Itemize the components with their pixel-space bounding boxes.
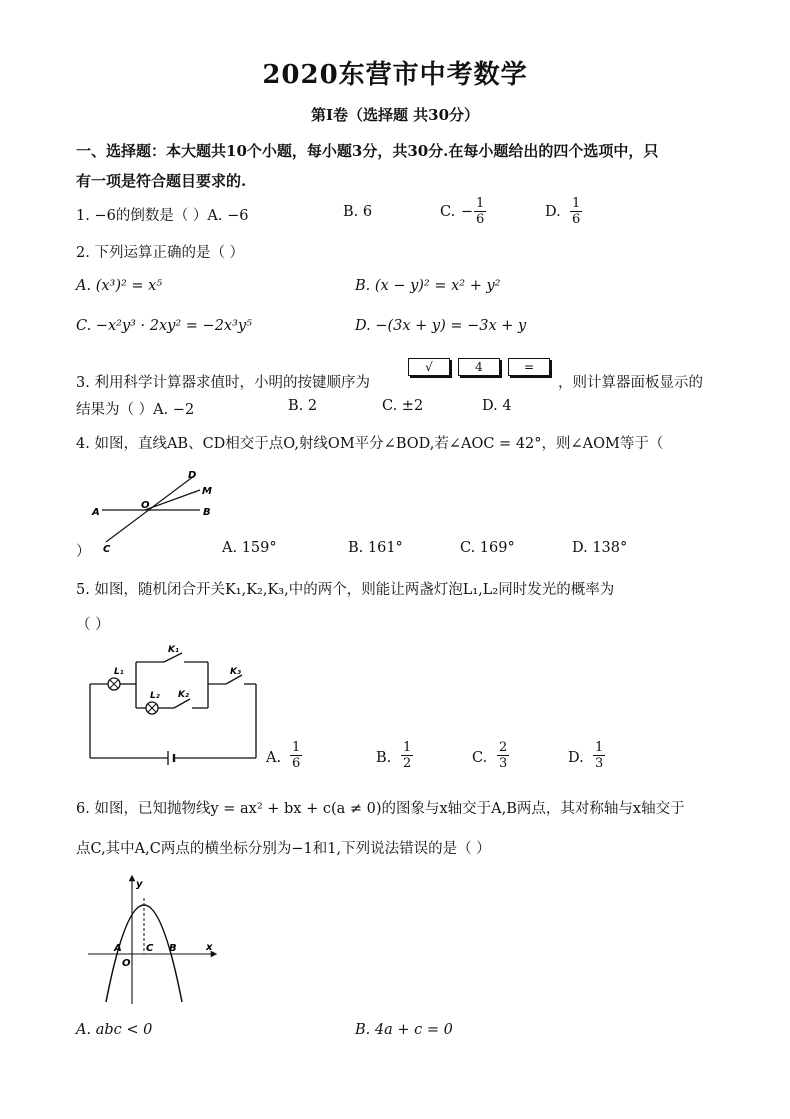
q4-option-d: D. 138° (572, 540, 628, 556)
section-instructions-line2: 有一项是符合题目要求的. (76, 172, 247, 190)
q1-option-d-fraction (570, 196, 582, 227)
label-b: B (169, 943, 177, 954)
label-b: B (203, 507, 211, 518)
q5-option-a-fraction (290, 740, 302, 771)
q1-d-denominator: 6 (572, 212, 581, 227)
sqrt-key-icon: √ (408, 358, 450, 376)
q5-b-numerator: 1 (403, 740, 412, 755)
ray-om (145, 490, 200, 510)
q1-c-numerator: 1 (476, 196, 485, 211)
q1-option-b: B. 6 (343, 204, 373, 220)
q5-d-denominator: 3 (595, 756, 604, 771)
q6-option-a: A. abc < 0 (76, 1022, 153, 1038)
q3-option-d: D. 4 (482, 398, 512, 414)
label-o: O (141, 500, 150, 511)
q4-option-a: A. 159° (222, 540, 277, 556)
label-x: x (206, 942, 213, 953)
q5-option-a-label: A. (266, 750, 282, 766)
q6-option-b: B. 4a + c = 0 (355, 1022, 453, 1038)
q1-option-c-sign: − (461, 204, 474, 220)
q5-a-denominator: 6 (292, 756, 301, 771)
q5-option-d-fraction (593, 740, 605, 771)
q2-stem: 2. 下列运算正确的是（ ） (76, 245, 245, 261)
q5-circuit-figure (84, 642, 270, 766)
q4-close-paren: ） (76, 544, 91, 560)
label-k1: K₁ (168, 645, 179, 655)
q5-stem: 5. 如图，随机闭合开关K₁,K₂,K₃,中的两个，则能让两盏灯泡L₁,L₂同时发光的概率为 (76, 582, 615, 598)
label-l1: L₁ (114, 667, 124, 677)
key-4: 4 (458, 358, 500, 376)
q5-paren: （ ） (76, 617, 110, 633)
q1-d-numerator: 1 (572, 196, 581, 211)
q4-intersecting-lines-figure (90, 462, 230, 554)
q1-option-c-fraction (474, 196, 486, 227)
q5-option-c-label: C. (472, 750, 488, 766)
q6-line2: 点C,其中A,C两点的横坐标分别为−1和1,下列说法错误的是（ ） (76, 841, 491, 857)
q3-line2: 结果为（ ）A. −2 (76, 402, 195, 418)
label-l2: L₂ (150, 691, 160, 701)
q2-option-b: B. (x − y)² = x² + y² (355, 278, 501, 294)
label-c: C (103, 544, 111, 554)
q5-b-denominator: 2 (403, 756, 412, 771)
q3-line1: 3. 利用科学计算器求值时，小明的按键顺序为 (76, 375, 370, 391)
q3-option-b: B. 2 (288, 398, 318, 414)
q5-option-b-fraction (401, 740, 413, 771)
label-k3: K₃ (230, 667, 241, 677)
q6-line1: 6. 如图，已知抛物线y = ax² + bx + c(a ≠ 0)的图象与x轴交于A,B两点，其对称轴与x轴交于 (76, 801, 685, 817)
q5-c-numerator: 2 (499, 740, 508, 755)
q4-option-c: C. 169° (460, 540, 515, 556)
label-d: D (188, 470, 197, 481)
q3-line1-end: ，则计算器面板显示的 (558, 375, 703, 391)
q1-option-d-label: D. (545, 204, 561, 220)
label-y: y (136, 879, 143, 890)
switch-k2-icon (174, 699, 190, 708)
q5-a-numerator: 1 (292, 740, 301, 755)
equals-key-icon: = (508, 358, 550, 376)
label-a: A (92, 507, 100, 518)
line-cd (106, 476, 194, 542)
label-k2: K₂ (178, 690, 189, 700)
page-title: 2020东营市中考数学 (262, 60, 528, 90)
q5-option-b-label: B. (376, 750, 392, 766)
q5-d-numerator: 1 (595, 740, 604, 755)
label-o: O (122, 958, 131, 969)
q1-option-c-label: C. (440, 204, 456, 220)
q2-option-a: A. (x³)² = x⁵ (76, 278, 163, 294)
q4-stem: 4. 如图，直线AB、CD相交于点O,射线OM平分∠BOD,若∠AOC = 42°，则∠AOM等于（ (76, 436, 664, 452)
q6-parabola-figure (84, 874, 224, 1008)
q1-stem: 1. −6的倒数是（ ）A. −6 (76, 208, 249, 224)
q1-c-denominator: 6 (476, 212, 485, 227)
label-a: A (114, 943, 122, 954)
section-subtitle: 第Ⅰ卷（选择题 共30分） (310, 106, 480, 124)
label-c: C (146, 943, 154, 954)
q2-option-c: C. −x²y³ · 2xy² = −2x³y⁵ (76, 318, 252, 334)
q5-c-denominator: 3 (499, 756, 508, 771)
q5-option-c-fraction (497, 740, 509, 771)
q3-option-c: C. ±2 (382, 398, 424, 414)
q4-option-b: B. 161° (348, 540, 403, 556)
section-instructions-line1: 一、选择题：本大题共10个小题，每小题3分，共30分.在每小题给出的四个选项中，只 (76, 142, 659, 160)
q2-option-d: D. −(3x + y) = −3x + y (355, 318, 527, 334)
label-m: M (202, 486, 212, 497)
q5-option-d-label: D. (568, 750, 584, 766)
